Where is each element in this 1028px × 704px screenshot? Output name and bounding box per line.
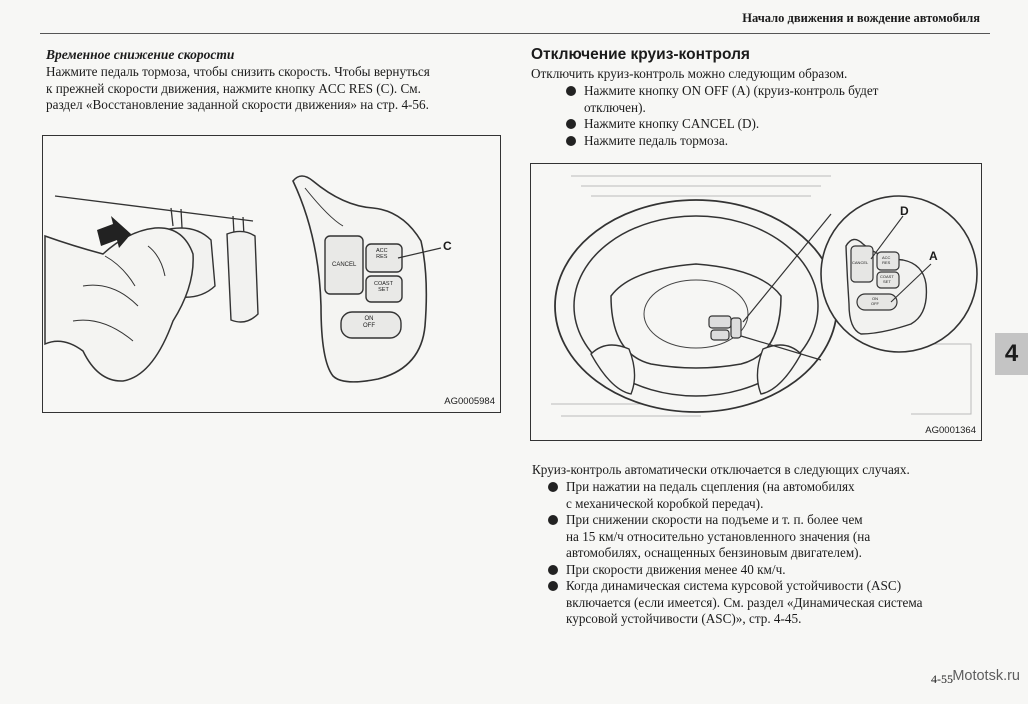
paragraph-line: к прежней скорости движения, нажмите кнопку ACC RES (C). См.: [46, 80, 421, 96]
figure-pedal-steering-switch: [42, 135, 501, 413]
callout-a: A: [929, 249, 938, 263]
paragraph-line: раздел «Восстановление заданной скорости движения» на стр. 4-56.: [46, 97, 429, 112]
list-item: Нажмите педаль тормоза.: [566, 133, 976, 150]
coast-set-button-label: COAST SET: [880, 274, 894, 284]
list-item: При нажатии на педаль сцепления (на автомобилях с механической коробкой передач).: [548, 479, 988, 512]
cruise-off-heading: Отключение круиз-контроля: [531, 46, 750, 63]
list-item: Когда динамическая система курсовой устойчивости (ASC) включается (если имеется). См. раздел «Динамическая система курсовой устойчивости (ASC)», стр. 4-45.: [548, 578, 988, 628]
watermark: Mototsk.ru: [952, 668, 1020, 684]
list-item: Нажмите кнопку CANCEL (D).: [566, 116, 976, 133]
acc-res-button-label: ACC RES: [376, 248, 388, 260]
on-off-button-label: ON OFF: [871, 296, 879, 306]
callout-c: C: [443, 239, 452, 253]
list-item: При скорости движения менее 40 км/ч.: [548, 562, 988, 579]
callout-d: D: [900, 204, 909, 218]
list-item: Нажмите кнопку ON OFF (A) (круиз-контроль будет отключен).: [566, 83, 976, 116]
on-off-button-label: ON OFF: [363, 316, 375, 329]
figure-code: AG0001364: [925, 425, 976, 436]
steering-wheel-illustration: [531, 164, 980, 439]
paragraph-line: Нажмите педаль тормоза, чтобы снизить скорость. Чтобы вернуться: [46, 64, 430, 79]
pedal-switch-illustration: [43, 136, 499, 411]
chapter-tab: 4: [995, 333, 1028, 375]
cruise-off-intro: Отключить круиз-контроль можно следующим образом.: [531, 66, 848, 81]
cancel-button-label: CANCEL: [332, 262, 357, 268]
running-header: Начало движения и вождение автомобиля: [742, 11, 980, 25]
temporary-slowdown-subheading: Временное снижение скорости: [46, 47, 235, 62]
figure-steering-wheel: [530, 163, 982, 441]
auto-disengage-intro: Круиз-контроль автоматически отключается в следующих случаях.: [532, 462, 910, 477]
cancel-button-label: CANCEL: [852, 260, 869, 265]
cruise-off-methods-list: [566, 83, 976, 149]
header-rule: [40, 33, 990, 34]
temporary-slowdown-paragraph: [46, 64, 430, 114]
auto-disengage-list: [548, 479, 988, 628]
coast-set-button-label: COAST SET: [374, 281, 393, 293]
page-number: 4-55: [931, 672, 953, 686]
list-item: При снижении скорости на подъеме и т. п. более чем на 15 км/ч относительно установленного значения (на автомобилях, оснащенных бензиновым двигателем).: [548, 512, 988, 562]
figure-code: AG0005984: [444, 396, 495, 407]
acc-res-button-label: ACC RES: [882, 255, 891, 265]
